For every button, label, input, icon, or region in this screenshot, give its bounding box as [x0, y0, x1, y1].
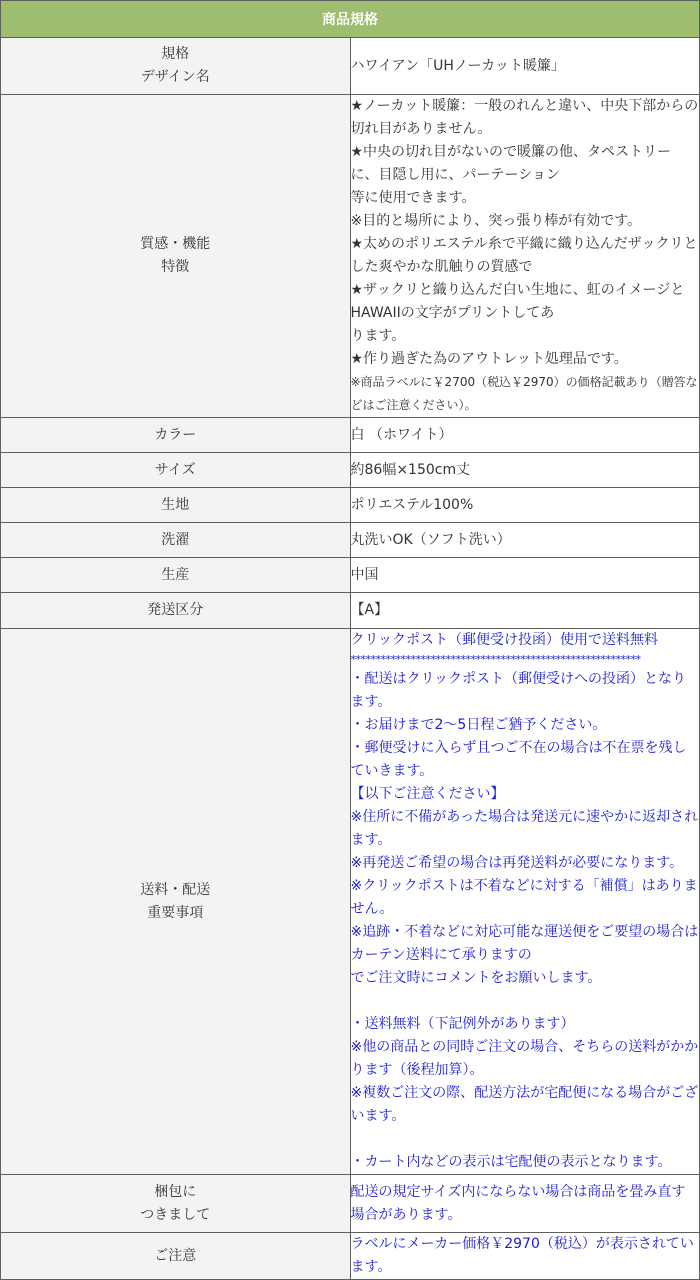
shipping-line: ※住所に不備があった場合は発送元に速やかに返却されます。: [350, 809, 699, 848]
label-caution: ご注意: [1, 1233, 351, 1280]
quality-line: ★ザックリと織り込んだ白い生地に、虹のイメージとHAWAIIの文字がプリントしてあ: [350, 282, 685, 321]
value-origin: 中国: [350, 558, 700, 593]
value-size: 約86幅×150cm丈: [350, 453, 700, 488]
row-origin: [1, 558, 700, 593]
quality-line: 等に使用できます。: [350, 190, 476, 206]
value-fabric: ポリエステル100%: [350, 488, 700, 523]
shipping-separator: **********************************************************: [350, 653, 641, 666]
row-shipping-class: [1, 593, 700, 629]
label-shipping-line1: 送料・配送: [140, 881, 211, 898]
value-packing: 配送の規定サイズ内にならない場合は商品を畳み直す場合があります。: [350, 1175, 700, 1233]
quality-note: ※商品ラベルに￥2700（税込￥2970）の価格記載あり（贈答などはご注意ください）。: [350, 375, 698, 412]
row-wash: [1, 523, 700, 558]
value-design: ハワイアン「UHノーカット暖簾」: [350, 38, 700, 95]
value-shipping-class: 【A】: [350, 593, 700, 629]
label-origin: 生産: [1, 558, 351, 593]
row-shipping: [1, 629, 700, 1175]
quality-line: ★作り過ぎた為のアウトレット処理品です。: [350, 351, 628, 367]
quality-line: ★中央の切れ目がないので暖簾の他、タペストリーに、目隠し用に、パーテーション: [350, 144, 672, 183]
shipping-line: 【以下ご注意ください】: [350, 786, 505, 802]
spacer: [351, 990, 700, 1013]
value-shipping: [350, 629, 700, 1175]
quality-line: ります。: [350, 328, 406, 344]
shipping-line: ※再発送ご希望の場合は再発送料が必要になります。: [350, 855, 684, 871]
row-packing: [1, 1175, 700, 1233]
row-quality: [1, 95, 700, 418]
shipping-line: ※クリックポストは不着などに対する「補償」はありません。: [350, 878, 698, 917]
label-wash: 洗濯: [1, 523, 351, 558]
label-shipping-line2: 重要事項: [147, 904, 204, 921]
quality-line: ★ノーカット暖簾：一般のれんと違い、中央下部からの切れ目がありません。: [350, 98, 699, 137]
label-design: [1, 38, 351, 95]
label-quality-line2: 特徴: [161, 259, 190, 275]
label-shipping-class: 発送区分: [1, 593, 351, 629]
row-caution: [1, 1233, 700, 1280]
quality-line: ※目的と場所により、突っ張り棒が有効です。: [350, 213, 642, 229]
row-color: [1, 418, 700, 453]
row-design: [1, 38, 700, 95]
value-quality: [350, 95, 700, 418]
shipping-line: ・カート内などの表示は宅配便の表示となります。: [350, 1154, 672, 1170]
row-size: [1, 453, 700, 488]
quality-line: ★太めのポリエステル糸で平織に織り込んだザックリとした爽やかな肌触りの質感で: [350, 236, 698, 275]
label-color: カラー: [1, 418, 351, 453]
label-design-line1: 規格: [161, 46, 190, 62]
label-packing-line1: 梱包に: [154, 1183, 197, 1200]
shipping-line: ※複数ご注文の際、配送方法が宅配便になる場合がございます。: [350, 1085, 699, 1124]
spacer: [351, 1128, 700, 1151]
shipping-line: ※追跡・不着などに対応可能な運送便をご要望の場合はカーテン送料にて承りますの: [350, 924, 699, 963]
shipping-line: ・送料無料（下記例外があります）: [350, 1016, 575, 1032]
row-fabric: [1, 488, 700, 523]
shipping-line: でご注文時にコメントをお願いします。: [350, 970, 602, 986]
label-packing: [1, 1175, 351, 1233]
shipping-line: ・お届けまで2〜5日程ご猶予ください。: [350, 717, 607, 733]
value-caution: ラベルにメーカー価格￥2970（税込）が表示されています。: [350, 1233, 700, 1280]
shipping-title: クリックポスト（郵便受け投函）使用で送料無料: [350, 632, 658, 648]
label-fabric: 生地: [1, 488, 351, 523]
value-wash: 丸洗いOK（ソフト洗い）: [350, 523, 700, 558]
table-header: 商品規格: [1, 1, 700, 38]
header-row: [1, 1, 700, 38]
shipping-line: ・配送はクリックポスト（郵便受けへの投函）となります。: [350, 671, 686, 710]
label-size: サイズ: [1, 453, 351, 488]
label-design-line2: デザイン名: [140, 69, 210, 85]
label-quality: [1, 95, 351, 418]
label-quality-line1: 質感・機能: [140, 236, 211, 252]
shipping-line: ・郵便受けに入らず且つご不在の場合は不在票を残していきます。: [350, 740, 687, 779]
label-shipping: [1, 629, 351, 1175]
value-color: 白 （ホワイト）: [350, 418, 700, 453]
label-packing-line2: つきまして: [140, 1206, 211, 1223]
shipping-line: ※他の商品との同時ご注文の場合、そちらの送料がかかります（後程加算）。: [350, 1039, 699, 1078]
